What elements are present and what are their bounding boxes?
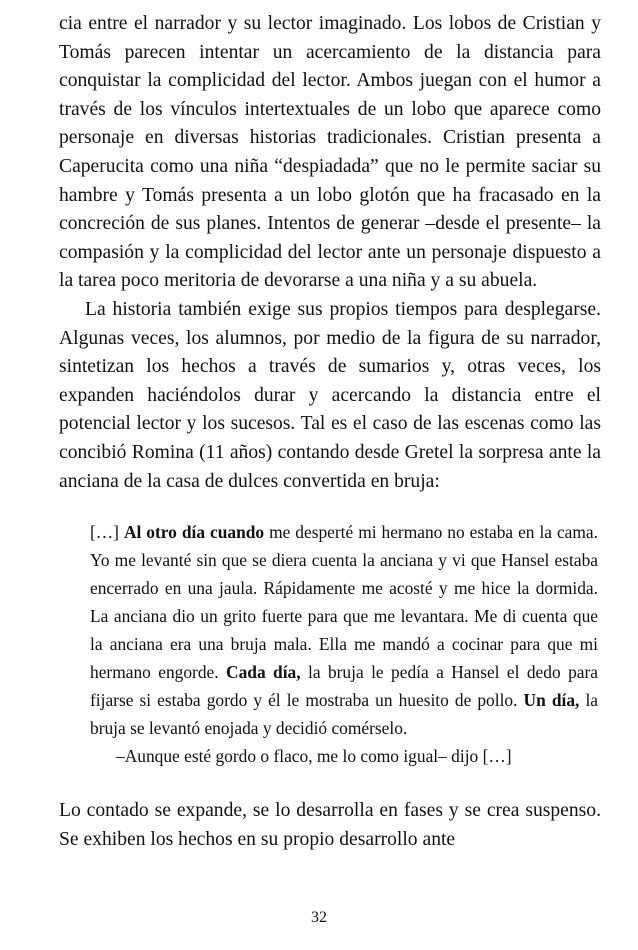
quote-emphasis: Al otro día cuando xyxy=(123,522,265,543)
block-quote xyxy=(90,518,598,770)
quote-text: la bruja se levantó enojada y decidió comérselo. xyxy=(90,690,598,739)
quote-text: […] xyxy=(90,522,124,543)
page-number: 32 xyxy=(311,909,327,926)
quote-text: la bruja le pedía a Hansel el dedo para fijarse si estaba gordo y él le mostraba un huesito de pollo. xyxy=(90,662,598,711)
body-paragraph: Lo contado se expande, se lo desarrolla en fases y se crea suspenso. Se exhiben los hechos en su propio desarrollo ante xyxy=(59,800,601,850)
quote-emphasis: Un día, xyxy=(523,690,580,711)
body-paragraph: cia entre el narrador y su lector imaginado. Los lobos de Cristian y Tomás parecen intentar un acercamiento de la distancia para conquistar la complicidad del lector. Ambos juegan con el humor a través de los vínculos intertextuales de un lobo que aparece como personaje en diversas historias tradicionales. Cristian presenta a Caperucita como una niña “despiadada” que no le permite saciar su hambre y Tomás presenta a un lobo glotón que ha fracasado en la concreción de sus planes. Intentos de generar –desde el presente– la compasión y la complicidad del lector ante un personaje dispuesto a la tarea poco meritoria de devorarse a una niña y a su abuela. xyxy=(59,13,601,292)
quote-paragraph xyxy=(90,518,598,742)
document-page xyxy=(59,10,601,854)
quote-dialogue: –Aunque esté gordo o flaco, me lo como igual– dijo […] xyxy=(116,746,512,767)
quote-text: me desperté mi hermano no estaba en la cama. Yo me levanté sin que se diera cuenta la anciana y vi que Hansel estaba encerrado en una jaula. Rápidamente me acosté y me hice la dormida. La anciana dio un grito fuerte para que me levantara. Me di cuenta que la anciana era una bruja mala. Ella me mandó a cocinar para que mi hermano engorde. xyxy=(90,522,598,683)
body-paragraph: La historia también exige sus propios tiempos para desplegarse. Algunas veces, los alumnos, por medio de la figura de su narrador, sintetizan los hechos a través de sumarios y, otras veces, los expanden haciéndolos durar y acercando la distancia entre el potencial lector y los sucesos. Tal es el caso de las escenas como las concibió Romina (11 años) contando desde Gretel la sorpresa ante la anciana de la casa de dulces convertida en bruja: xyxy=(59,298,601,492)
quote-emphasis: Cada día, xyxy=(226,662,301,683)
